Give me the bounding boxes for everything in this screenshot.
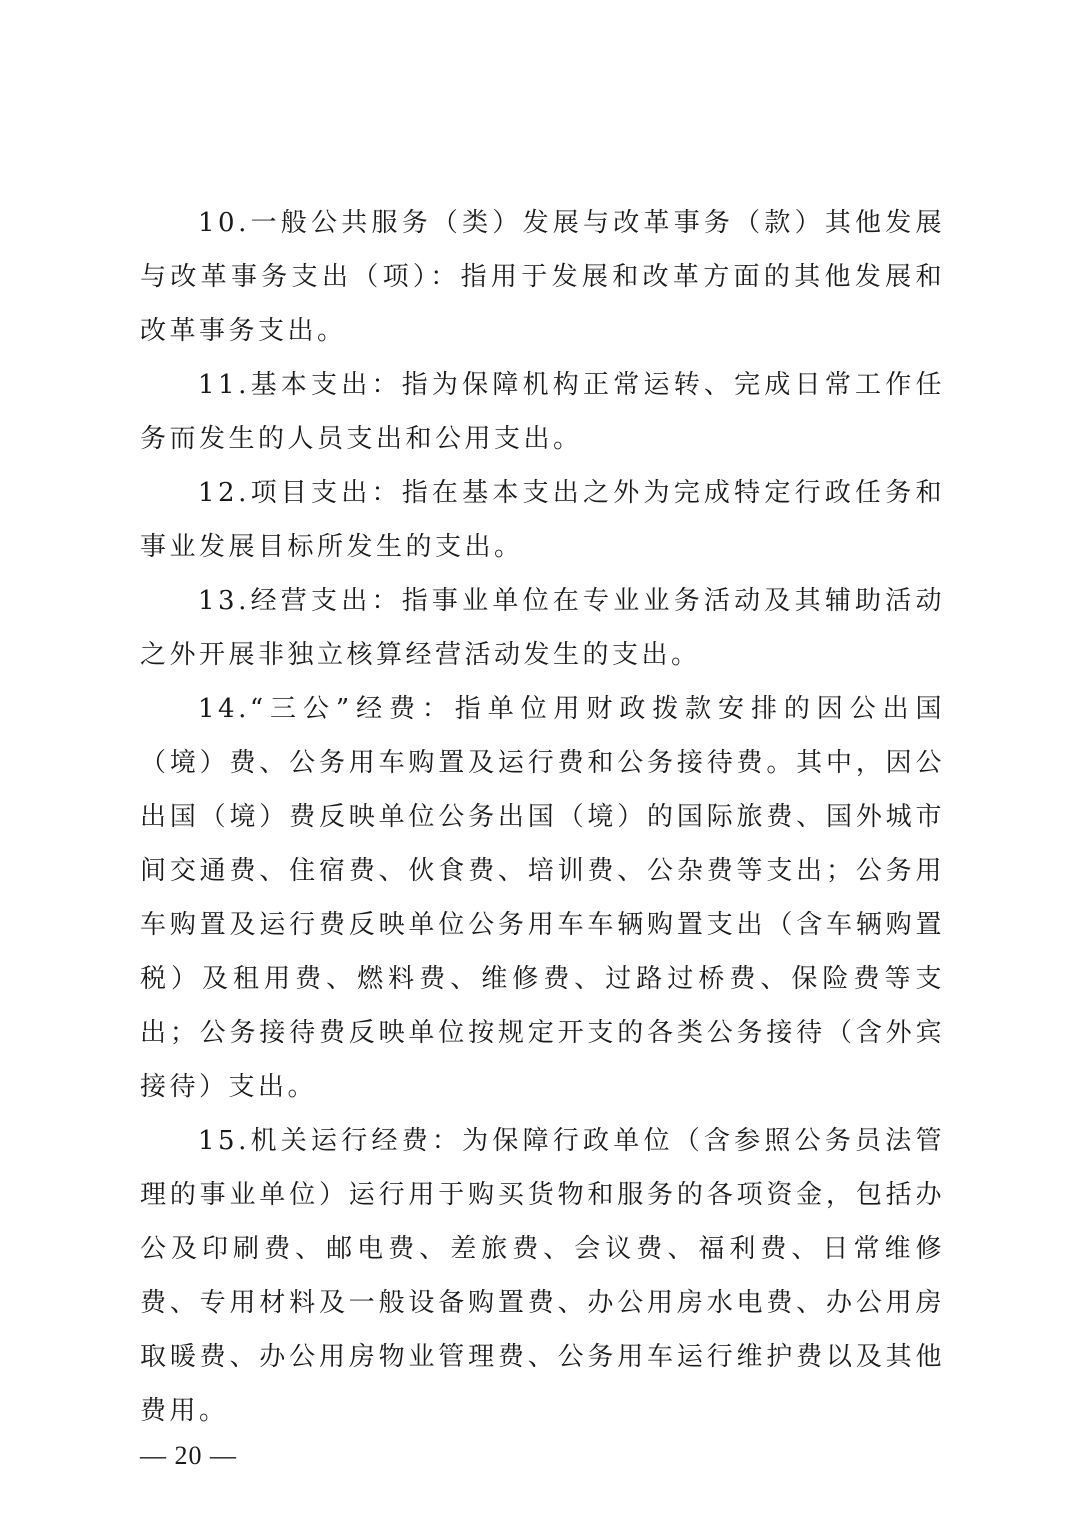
paragraph-item-12: 12.项目支出：指在基本支出之外为完成特定行政任务和事业发展目标所发生的支出。 (140, 478, 945, 562)
paragraph-item-15: 15.机关运行经费：为保障行政单位（含参照公务员法管理的事业单位）运行用于购买货物和服务的各项资金，包括办公及印刷费、邮电费、差旅费、会议费、福利费、日常维修费、专用材料及一般设备购置费、办公用房水电费、办公用房取暖费、办公用房物业管理费、公务用车运行维护费以及其他费用。 (140, 1126, 945, 1426)
paragraph-item-11: 11.基本支出：指为保障机构正常运转、完成日常工作任务而发生的人员支出和公用支出。 (140, 370, 945, 454)
page-number: — 20 — (140, 1441, 237, 1470)
paragraph-item-14: 14.“三公”经费：指单位用财政拨款安排的因公出国（境）费、公务用车购置及运行费和公务接待费。其中，因公出国（境）费反映单位公务出国（境）的国际旅费、国外城市间交通费、住宿费、伙食费、培训费、公杂费等支出；公务用车购置及运行费反映单位公务用车车辆购置支出（含车辆购置税）及租用费、燃料费、维修费、过路过桥费、保险费等支出；公务接待费反映单位按规定开支的各类公务接待（含外宾接待）支出。 (140, 694, 945, 1102)
page-body (140, 196, 945, 1438)
paragraph-item-13: 13.经营支出：指事业单位在专业业务活动及其辅助活动之外开展非独立核算经营活动发生的支出。 (140, 586, 945, 670)
paragraph-item-10: 10.一般公共服务（类）发展与改革事务（款）其他发展与改革事务支出（项）：指用于发展和改革方面的其他发展和改革事务支出。 (140, 208, 945, 346)
